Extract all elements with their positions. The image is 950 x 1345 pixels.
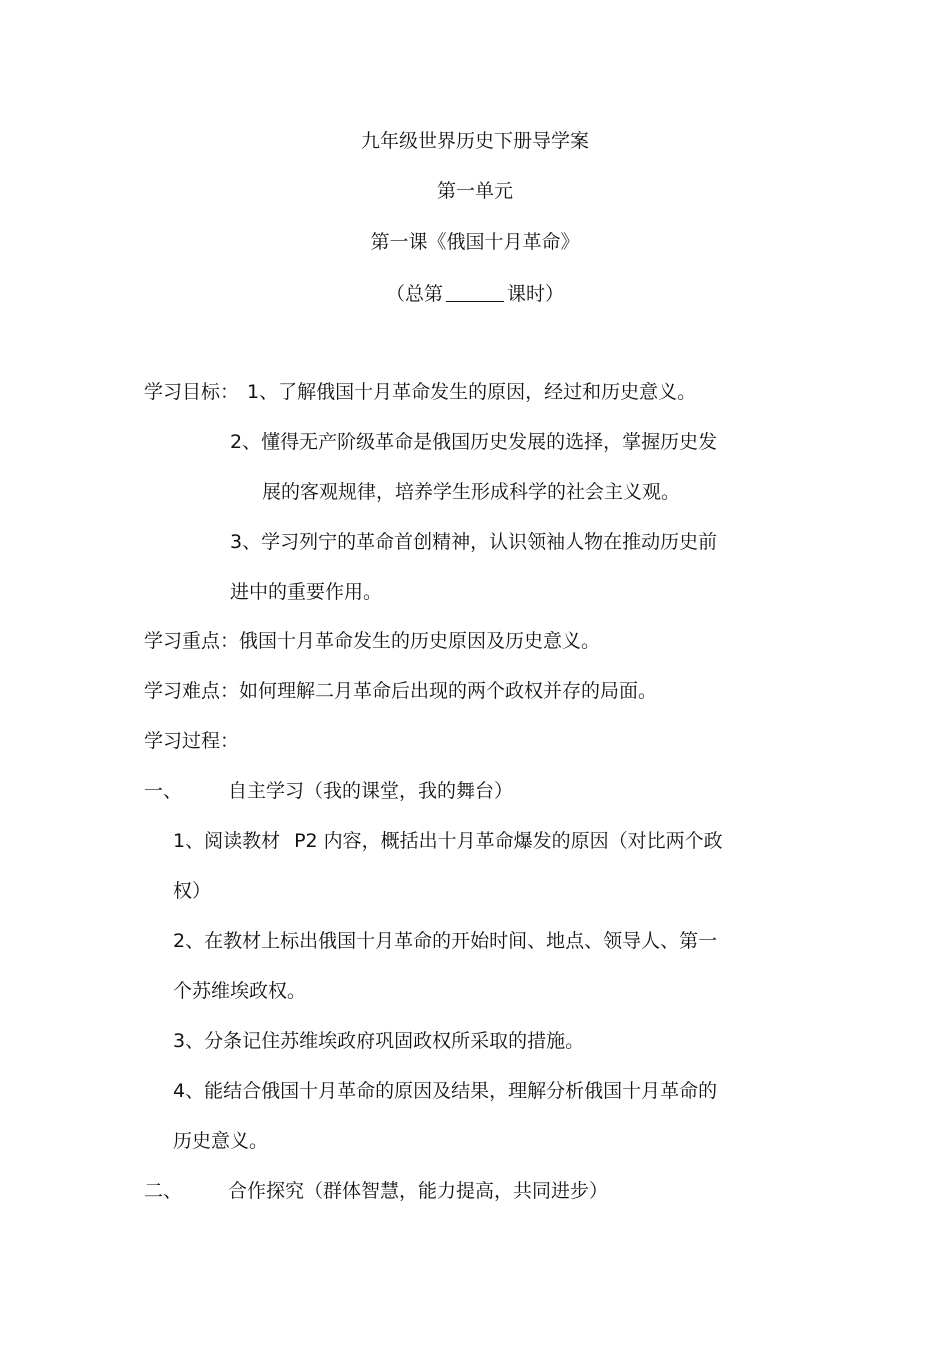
- document-title: 九年级世界历史下册导学案: [360, 130, 589, 152]
- process-label: 学习过程：: [144, 730, 240, 752]
- section-1-item-1-line-2: 权）: [173, 880, 212, 902]
- key-point: 学习重点：俄国十月革命发生的历史原因及历史意义。: [144, 630, 601, 652]
- section-1-item-1-b: P2 内容，概括出十月革命爆发的原因（对比两个政: [294, 830, 723, 852]
- section-1-number: 一、: [144, 780, 183, 802]
- objective-2-line-1: 2、懂得无产阶级革命是俄国历史发展的选择，掌握历史发: [230, 431, 718, 453]
- section-1-item-2-line-2: 个苏维埃政权。: [173, 980, 307, 1002]
- section-1-item-3: 3、分条记住苏维埃政府巩固政权所采取的措施。: [173, 1030, 585, 1052]
- difficulty: 学习难点：如何理解二月革命后出现的两个政权并存的局面。: [144, 680, 658, 702]
- period-blank: [446, 283, 504, 302]
- lesson-heading: 第一课《俄国十月革命》: [370, 231, 580, 253]
- period-prefix: （总第: [385, 283, 443, 305]
- period-suffix: 课时）: [507, 283, 565, 305]
- section-1-title: 自主学习（我的课堂，我的舞台）: [228, 780, 514, 802]
- section-1-item-2-line-1: 2、在教材上标出俄国十月革命的开始时间、地点、领导人、第一: [173, 930, 718, 952]
- section-1-item-4-line-1: 4、能结合俄国十月革命的原因及结果，理解分析俄国十月革命的: [173, 1080, 718, 1102]
- objective-3-line-1: 3、学习列宁的革命首创精神，认识领袖人物在推动历史前: [230, 531, 718, 553]
- section-1-item-4-line-2: 历史意义。: [173, 1130, 269, 1152]
- objectives-label: 学习目标：: [144, 381, 240, 403]
- objective-1: 1、了解俄国十月革命发生的原因，经过和历史意义。: [247, 381, 697, 403]
- period-line: [0, 281, 950, 307]
- section-2-title: 合作探究（群体智慧，能力提高，共同进步）: [228, 1180, 609, 1202]
- unit-heading: 第一单元: [436, 180, 513, 202]
- objective-3-line-2: 进中的重要作用。: [230, 581, 383, 603]
- section-2-number: 二、: [144, 1180, 183, 1202]
- section-1-item-1-a: 1、阅读教材: [173, 830, 281, 852]
- section-2-heading: [144, 1178, 608, 1204]
- section-1-item-1-line-1: [173, 828, 723, 854]
- objectives-line-1: [144, 379, 696, 405]
- section-1-heading: [144, 778, 513, 804]
- objective-2-line-2: 展的客观规律，培养学生形成科学的社会主义观。: [262, 481, 681, 503]
